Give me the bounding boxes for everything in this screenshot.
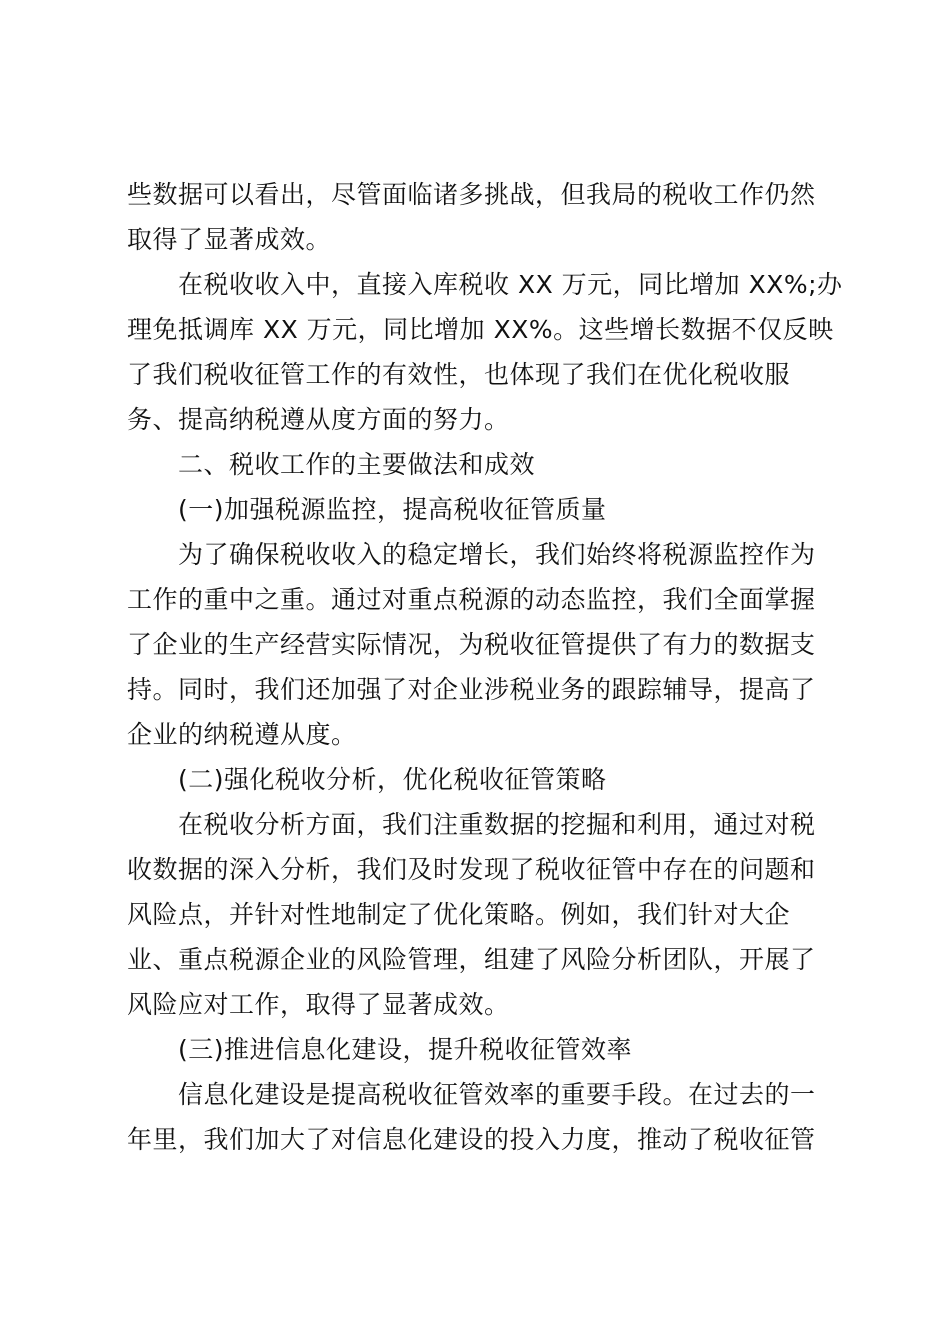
paragraph-line: 收数据的深入分析，我们及时发现了税收征管中存在的问题和 — [127, 855, 816, 884]
paragraph-line: 了企业的生产经营实际情况，为税收征管提供了有力的数据支 — [127, 630, 816, 659]
paragraph-line: 年里，我们加大了对信息化建设的投入力度，推动了税收征管 — [127, 1125, 816, 1154]
section-heading: 二、税收工作的主要做法和成效 — [178, 450, 536, 479]
subsection-heading: (二)强化税收分析，优化税收征管策略 — [178, 765, 607, 794]
paragraph-line: 持。同时，我们还加强了对企业涉税业务的跟踪辅导，提高了 — [127, 675, 816, 704]
paragraph-line: 风险应对工作，取得了显著成效。 — [127, 990, 510, 1019]
paragraph-line: 了我们税收征管工作的有效性，也体现了我们在优化税收服 — [127, 360, 791, 389]
paragraph-line: 理免抵调库 XX 万元，同比增加 XX%。这些增长数据不仅反映 — [127, 315, 834, 344]
paragraph-line: 务、提高纳税遵从度方面的努力。 — [127, 405, 510, 434]
paragraph-line: 取得了显著成效。 — [127, 225, 332, 254]
paragraph-line: 信息化建设是提高税收征管效率的重要手段。在过去的一 — [178, 1080, 816, 1109]
paragraph-line: 风险点，并针对性地制定了优化策略。例如，我们针对大企 — [127, 900, 791, 929]
subsection-heading: (三)推进信息化建设，提升税收征管效率 — [178, 1035, 633, 1064]
subsection-heading: (一)加强税源监控，提高税收征管质量 — [178, 495, 607, 524]
paragraph-line: 工作的重中之重。通过对重点税源的动态监控，我们全面掌握 — [127, 585, 816, 614]
paragraph-line: 在税收收入中，直接入库税收 XX 万元，同比增加 XX%;办 — [178, 270, 843, 299]
paragraph-line: 为了确保税收收入的稳定增长，我们始终将税源监控作为 — [178, 540, 816, 569]
paragraph-line: 企业的纳税遵从度。 — [127, 720, 357, 749]
paragraph-line: 些数据可以看出，尽管面临诸多挑战，但我局的税收工作仍然 — [127, 180, 816, 209]
paragraph-line: 在税收分析方面，我们注重数据的挖掘和利用，通过对税 — [178, 810, 816, 839]
paragraph-line: 业、重点税源企业的风险管理，组建了风险分析团队，开展了 — [127, 945, 816, 974]
